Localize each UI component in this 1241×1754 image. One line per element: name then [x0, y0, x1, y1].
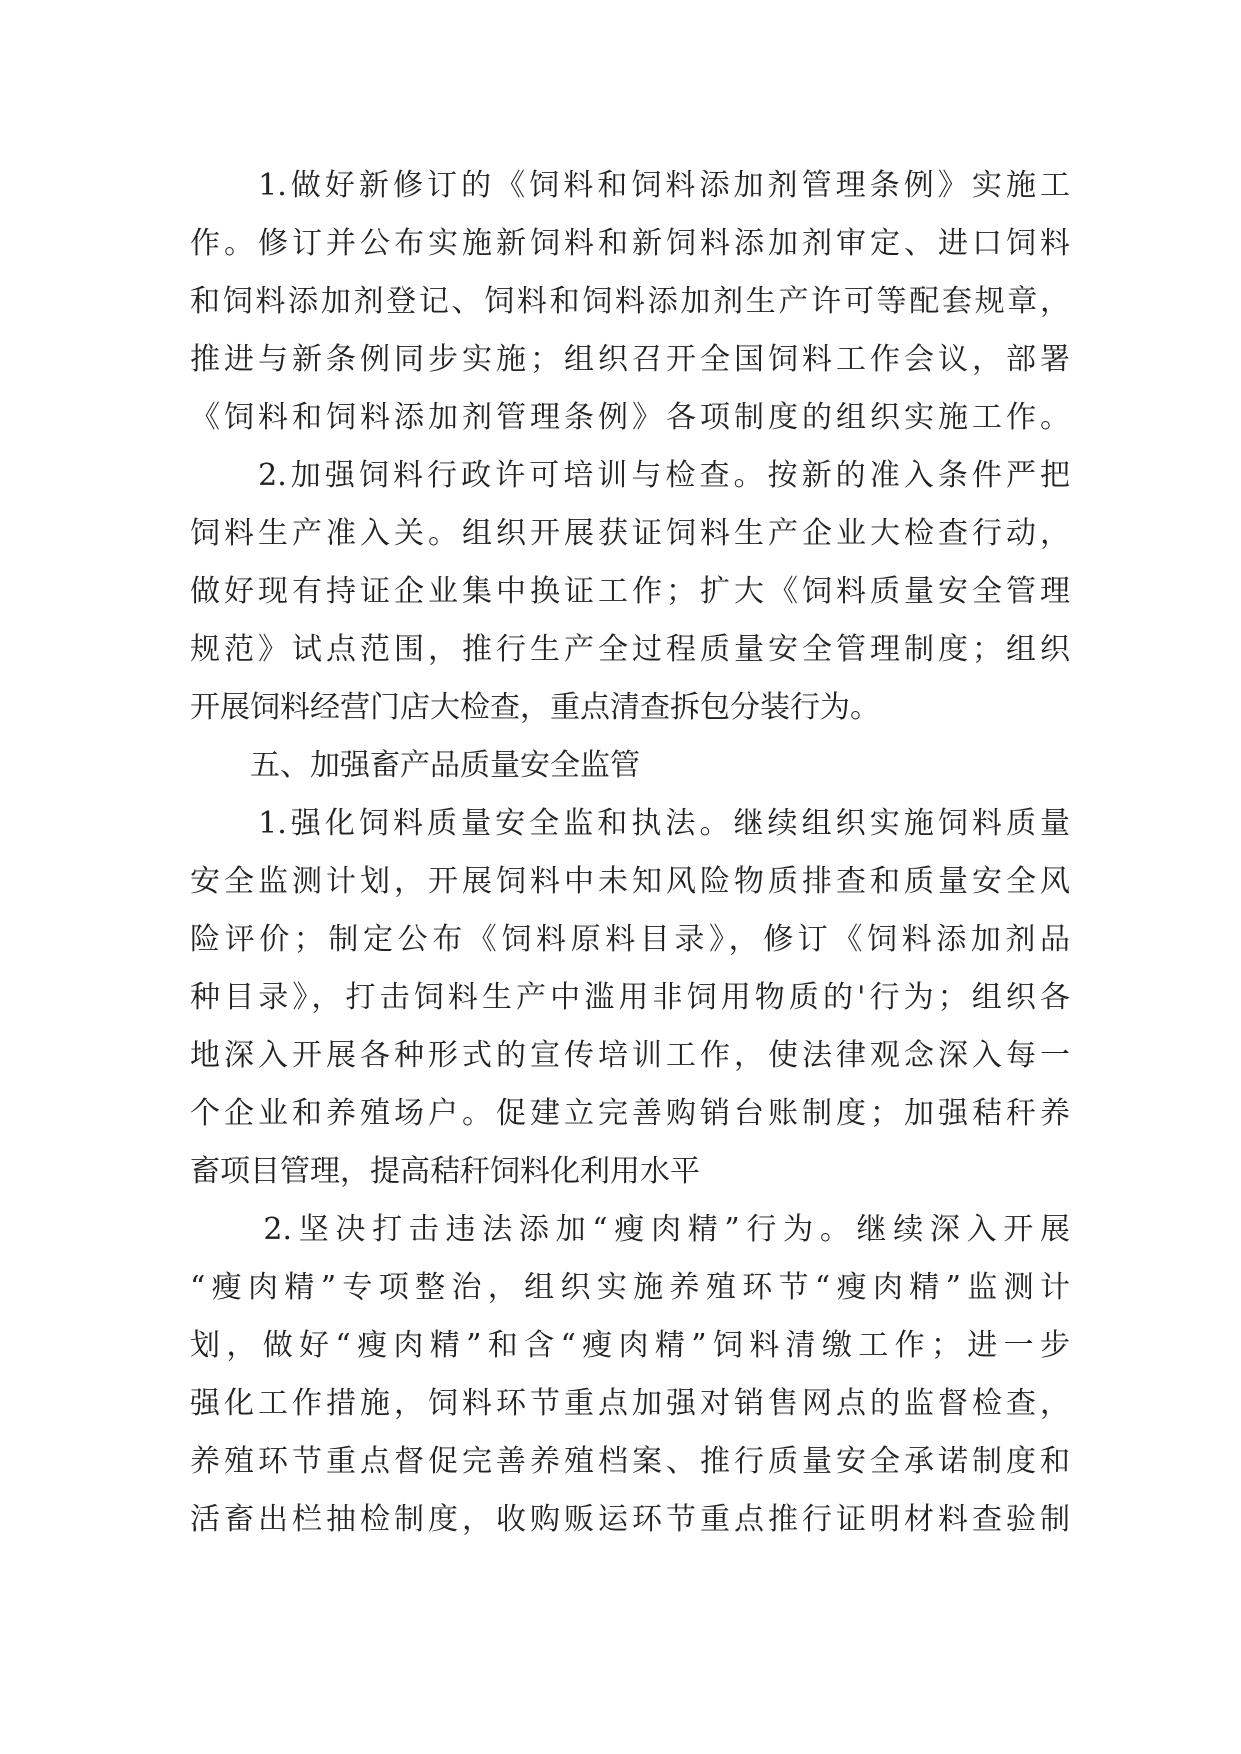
text-line: 《饲料和饲料添加剂管理条例》各项制度的组织实施工作。	[190, 400, 1070, 435]
text-line: 推进与新条例同步实施；组织召开全国饲料工作会议，部署	[190, 342, 1070, 377]
text-line: 活畜出栏抽检制度，收购贩运环节重点推行证明材料查验制	[190, 1502, 1070, 1537]
text-line: “瘦肉精”专项整治，组织实施养殖环节“瘦肉精”监测计	[190, 1270, 1070, 1305]
text-line: 和饲料添加剂登记、饲料和饲料添加剂生产许可等配套规章，	[190, 284, 1070, 319]
body-text	[190, 157, 1070, 1549]
text-line: 开展饲料经营门店大检查，重点清查拆包分装行为。	[190, 690, 880, 725]
text-line: 作。修订并公布实施新饲料和新饲料添加剂审定、进口饲料	[190, 226, 1070, 261]
text-line: 地深入开展各种形式的宣传培训工作，使法律观念深入每一	[190, 1038, 1070, 1073]
text-line: 饲料生产准入关。组织开展获证饲料生产企业大检查行动，	[190, 516, 1070, 551]
text-line: 规范》试点范围，推行生产全过程质量安全管理制度；组织	[190, 632, 1070, 667]
text-line: 强化工作措施，饲料环节重点加强对销售网点的监督检查，	[190, 1386, 1070, 1421]
text-line: 个企业和养殖场户。促建立完善购销台账制度；加强秸秆养	[190, 1096, 1070, 1131]
text-line: 做好现有持证企业集中换证工作；扩大《饲料质量安全管理	[190, 574, 1070, 609]
section-heading: 五、加强畜产品质量安全监管	[190, 748, 640, 783]
text-line: 2.坚决打击违法添加“瘦肉精”行为。继续深入开展	[190, 1212, 1070, 1247]
text-line: 2.加强饲料行政许可培训与检查。按新的准入条件严把	[190, 458, 1070, 493]
text-line: 安全监测计划，开展饲料中未知风险物质排查和质量安全风	[190, 864, 1070, 899]
text-line: 1.做好新修订的《饲料和饲料添加剂管理条例》实施工	[190, 168, 1070, 203]
text-line: 划，做好“瘦肉精”和含“瘦肉精”饲料清缴工作；进一步	[190, 1328, 1070, 1363]
text-line: 畜项目管理，提高秸秆饲料化利用水平	[190, 1154, 700, 1189]
text-line: 种目录》，打击饲料生产中滥用非饲用物质的'行为；组织各	[190, 980, 1070, 1015]
text-line: 1.强化饲料质量安全监和执法。继续组织实施饲料质量	[190, 806, 1070, 841]
text-line: 养殖环节重点督促完善养殖档案、推行质量安全承诺制度和	[190, 1444, 1070, 1479]
text-line: 险评价；制定公布《饲料原料目录》，修订《饲料添加剂品	[190, 922, 1070, 957]
